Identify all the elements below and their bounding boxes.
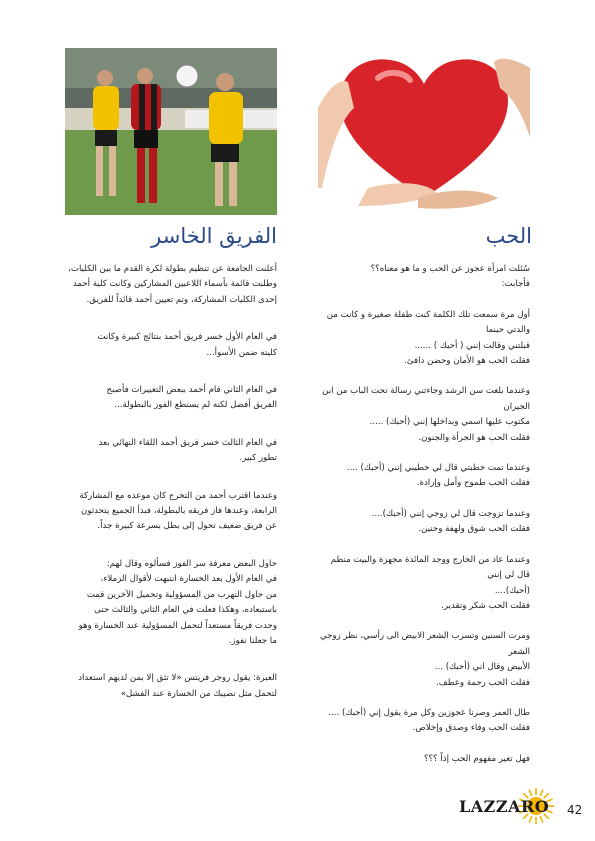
right-line: فقلت الحب شكر وتقدير. (441, 600, 530, 611)
right-article-body (318, 262, 530, 767)
right-line: فقلت الحب طموح وأمل وإرادة. (416, 478, 530, 489)
sun-ray (529, 816, 532, 822)
right-line: فأجابت: (501, 279, 530, 290)
right-paragraph (318, 507, 530, 538)
left-line: من حاول التهرب من المسؤولية وتحميل الآخرين قمت (86, 589, 277, 600)
right-paragraph (318, 752, 530, 767)
paragraph-spacer (318, 614, 530, 629)
left-article-body (65, 262, 277, 702)
left-article-title: الفريق الخاسر (151, 224, 277, 248)
left-line: أعلنت الجامعة عن تنظيم بطولة لكرة القدم ما بين الكليات، (68, 264, 277, 274)
right-line: وعندما تمت خطبتي قال لي خطيبي إنني (أحبك) .... (346, 463, 530, 474)
left-line: الرابعة، وعندها فاز فريقه بالبطولة، فبدأ الجميع يتحدثون (81, 506, 277, 517)
right-line: فقلت الحب هو الأمان وحضن دافئ. (404, 356, 530, 367)
paragraph-spacer (318, 369, 530, 384)
paragraph-spacer (65, 535, 277, 557)
paragraph-spacer (65, 361, 277, 383)
paragraph-spacer (65, 308, 277, 330)
football-photo-illustration (65, 48, 277, 215)
right-line: أول مرة سمعت تلك الكلمة كنت طفلة صغيرة و كانت من والدتي حينما (326, 309, 530, 336)
left-line: في العام الأول خسر فريق أحمد بنتائج كبيرة وكانت (97, 332, 277, 343)
right-line: قبلتني وقالت إنني ( أحبك ) ...... (414, 340, 530, 351)
right-line: فقلت الحب شوق ولهفة وحنين. (418, 524, 530, 535)
left-line: ما جعلنا نفوز. (228, 635, 277, 646)
left-line: في العام الثالث خسر فريق أحمد اللقاء النهائي بعد (98, 437, 277, 448)
left-line: الفريق أفضل لكنه لم يستطع الفوز بالبطولة... (114, 400, 277, 411)
heart-photo-illustration (318, 48, 530, 215)
left-line: كليته ضمن الأسوأ... (206, 347, 277, 358)
left-paragraph (65, 436, 277, 467)
right-line: سُئلت امرأة عجوز عن الحب و ما هو معناه؟؟ (370, 264, 530, 274)
right-line: وعندما عاد من الخارج ووجد المائدة مجهزة والبيت منظم قال لي إنني (330, 554, 530, 581)
right-line: فقلت الحب رحمة وعطف. (436, 677, 530, 688)
right-paragraph (318, 384, 530, 446)
right-line: (أحبك).... (494, 585, 530, 596)
left-paragraph (65, 262, 277, 308)
right-line: طال العمر وصرنا عجوزين وكل مرة يقول إني (أحبك) .... (328, 707, 530, 718)
right-paragraph (318, 706, 530, 737)
right-article-title: الحب (485, 224, 532, 248)
paragraph-spacer (65, 414, 277, 436)
paragraph-spacer (318, 737, 530, 752)
left-paragraph (65, 330, 277, 361)
left-line: في العام الأول بعد الخسارة انتبهت لأقوال الزملاء، (100, 574, 277, 585)
left-line: وعندما اقترب أحمد من التخرج كان موعده مع المشاركة (79, 490, 277, 501)
left-line: في العام الثاني قام أحمد ببعض التغييرات فأصبح (106, 385, 277, 396)
left-line: العبرة: يقول روجر فريتس «لا تثق إلا بمن لديهم استعداد (78, 673, 277, 684)
left-line: وجدت فريقاً مستعداً لتحمل المسؤولية عند الخسارة وهو (78, 620, 277, 631)
right-line: فقلت الحب وفاء وصدق وإخلاص. (412, 723, 530, 734)
paragraph-spacer (318, 691, 530, 706)
right-line: وعندما بلغت سن الرشد وجاءتني رسالة تحت الباب من ابن الجيران (322, 386, 530, 412)
paragraph-spacer (318, 492, 530, 507)
right-line: مكتوب عليها اسمي وبداخلها إنني (أحبك) ..... (369, 417, 530, 428)
red-heart-balloon-photo (318, 48, 530, 215)
brand-logo-text: LAZZARO (459, 797, 550, 816)
left-paragraph (65, 383, 277, 414)
paragraph-spacer (65, 649, 277, 671)
right-paragraph (318, 262, 530, 293)
paragraph-spacer (318, 538, 530, 553)
left-paragraph (65, 671, 277, 702)
football-players-photo (65, 48, 277, 215)
left-line: عن فريق ضعيف تحول إلى بطل بسرعة كبيرة جداً. (97, 521, 277, 532)
sun-ray (540, 789, 543, 795)
left-line: وطلبت قائمة بأسماء اللاعبين المشاركين وكانت كلية أحمد (72, 279, 277, 290)
right-paragraph (318, 629, 530, 691)
right-line: ومرت السنين وتسرب الشعر الابيض الى رأسي، نظر زوجي الشعر (319, 631, 530, 657)
right-paragraph (318, 308, 530, 370)
right-paragraph (318, 553, 530, 615)
right-line: وعندما تزوجت قال لي زوجي إنني (أحبك).... (371, 508, 530, 519)
left-line: تطور كبير. (239, 453, 277, 464)
right-line: فقلت الحب هو الجرأة والجنون. (418, 432, 530, 443)
left-line: حاول البعض معرفة سر الفوز فسألوه وقال لهم: (106, 558, 277, 569)
right-paragraph (318, 461, 530, 492)
left-paragraph (65, 489, 277, 535)
paragraph-spacer (318, 293, 530, 308)
left-line: لتحمل مثل نصيبك من الخسارة عند الفشل» (120, 688, 277, 699)
paragraph-spacer (65, 467, 277, 489)
left-line: إحدى الكليات المشاركة، وتم تعيين أحمد قائداً للفريق. (86, 294, 277, 305)
right-line: الأبيض وقال اني (أحبك) ... (434, 662, 530, 673)
paragraph-spacer (318, 446, 530, 461)
left-paragraph (65, 557, 277, 649)
sun-ray (540, 816, 543, 822)
left-line: باستبعاده، وهكذا فعلت في العام الثاني والثالث حتى (94, 605, 277, 616)
page-number: 42 (567, 803, 583, 817)
right-line: فهل تغير مفهوم الحب إذاً ؟؟؟ (423, 753, 530, 764)
sun-ray (529, 789, 532, 795)
